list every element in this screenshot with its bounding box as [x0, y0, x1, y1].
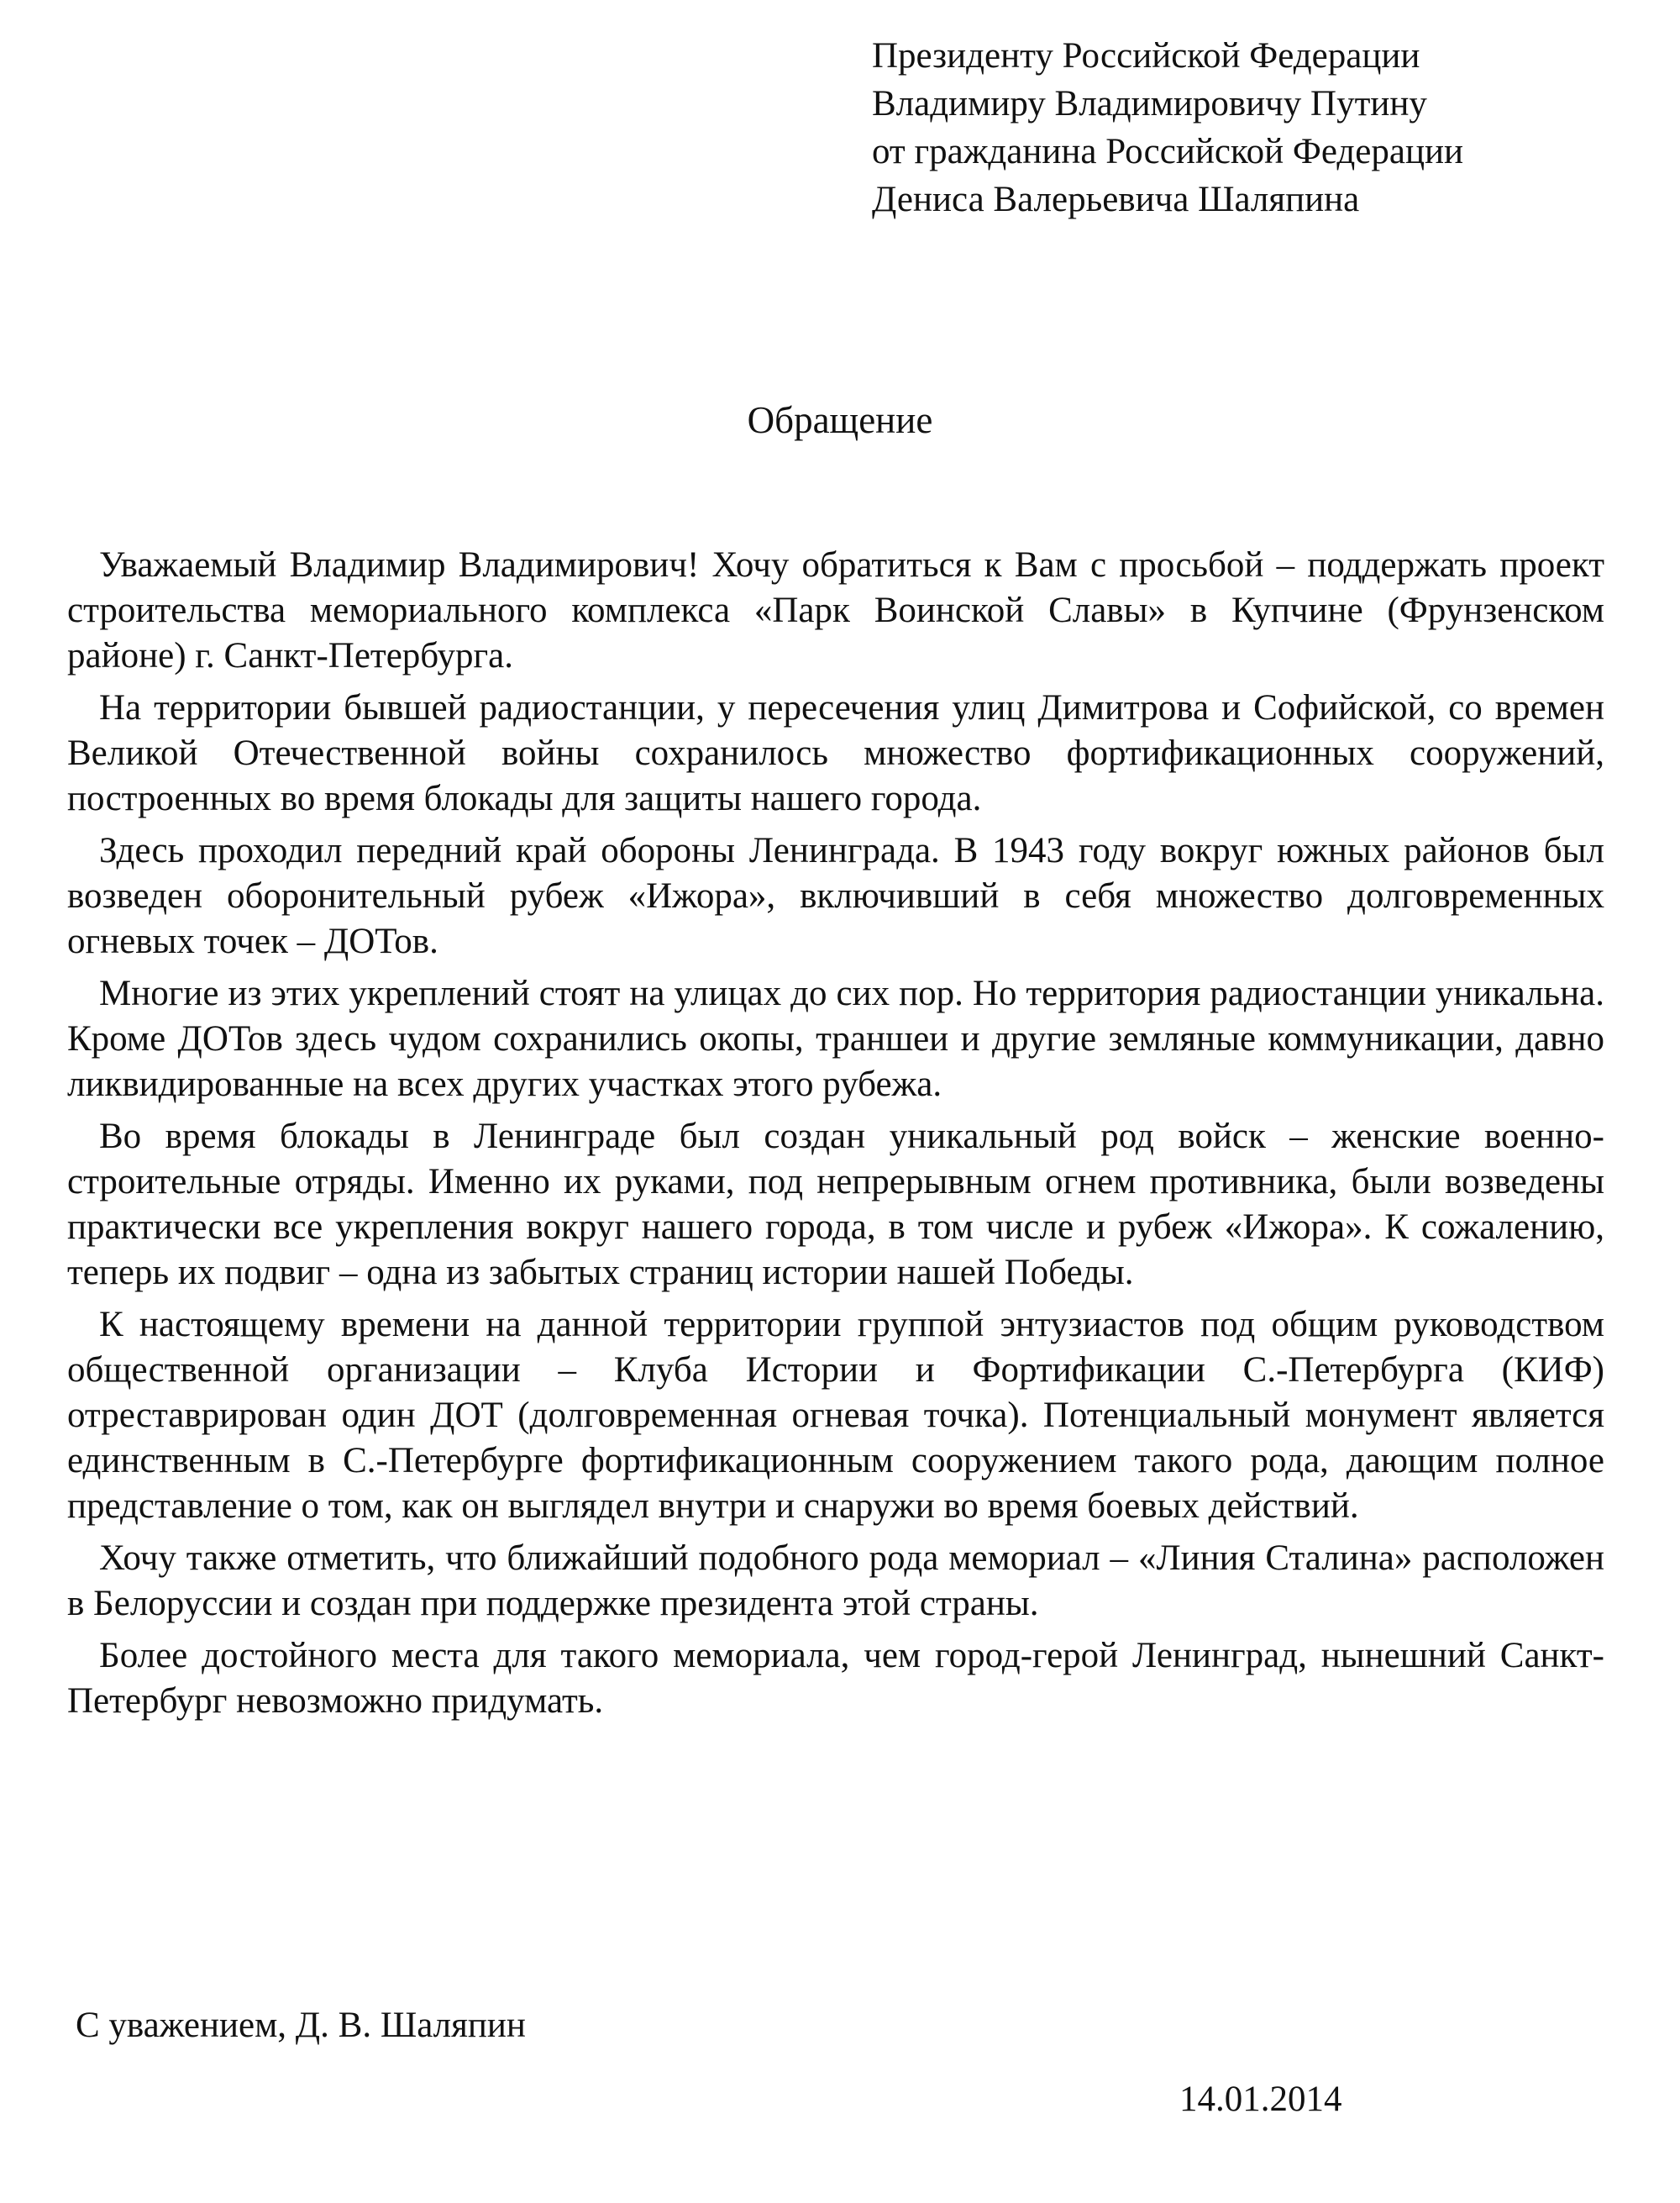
body-paragraph: Здесь проходил передний край обороны Ленинграда. В 1943 году вокруг южных районов был возведен оборонительный рубеж «Ижора», включивший в себя множество долговременных огневых точек – ДОТов.: [67, 831, 1604, 961]
body-paragraph: Более достойного места для такого мемориала, чем город-герой Ленинград, нынешний Санкт-Петербург невозможно придумать.: [67, 1636, 1604, 1721]
body-paragraph: Во время блокады в Ленинграде был создан уникальный род войск – женские военно-строительные отряды. Именно их руками, под непрерывным огнем противника, были возведены практически все укрепления вокруг нашего города, в том числе и рубеж «Ижора». К сожалению, теперь их подвиг – одна из забытых страниц истории нашей Победы.: [67, 1117, 1604, 1292]
addressee-line: Президенту Российской Федерации: [872, 36, 1420, 76]
letter-date: 14.01.2014: [1179, 2079, 1342, 2119]
body-paragraph: К настоящему времени на данной территории группой энтузиастов под общим руководством общественной организации – Клуба Истории и Фортификации С.-Петербурга (КИФ) отреставрирован один ДОТ (долговременная огневая точка). Потенциальный монумент является единственным в С.-Петербурге фортификационным сооружением такого рода, дающим полное представление о том, как он выглядел внутри и снаружи во время боевых действий.: [67, 1305, 1604, 1526]
addressee-block: [872, 32, 1628, 223]
body-paragraph: На территории бывшей радиостанции, у пересечения улиц Димитрова и Софийской, со времен Великой Отечественной войны сохранилось множество фортификационных сооружений, построенных во время блокады для защиты нашего города.: [67, 688, 1604, 818]
addressee-line: от гражданина Российской Федерации: [872, 132, 1463, 171]
body-paragraph: Многие из этих укреплений стоят на улицах до сих пор. Но территория радиостанции уникальна. Кроме ДОТов здесь чудом сохранились окопы, траншеи и другие земляные коммуникации, давно ликвидированные на всех других участках этого рубежа.: [67, 974, 1604, 1104]
body-paragraph: Уважаемый Владимир Владимирович! Хочу обратиться к Вам с просьбой – поддержать проект строительства мемориального комплекса «Парк Воинской Славы» в Купчине (Фрунзенском районе) г. Санкт-Петербурга.: [67, 545, 1604, 676]
addressee-line: Владимиру Владимировичу Путину: [872, 84, 1427, 124]
signature-line: С уважением, Д. В. Шаляпин: [76, 2006, 526, 2045]
document-title: Обращение: [747, 399, 933, 441]
letter-body: [67, 543, 1604, 1731]
addressee-line: Дениса Валерьевича Шаляпина: [872, 180, 1360, 219]
body-paragraph: Хочу также отметить, что ближайший подобного рода мемориал – «Линия Сталина» расположен в Белоруссии и создан при поддержке президента этой страны.: [67, 1538, 1604, 1623]
